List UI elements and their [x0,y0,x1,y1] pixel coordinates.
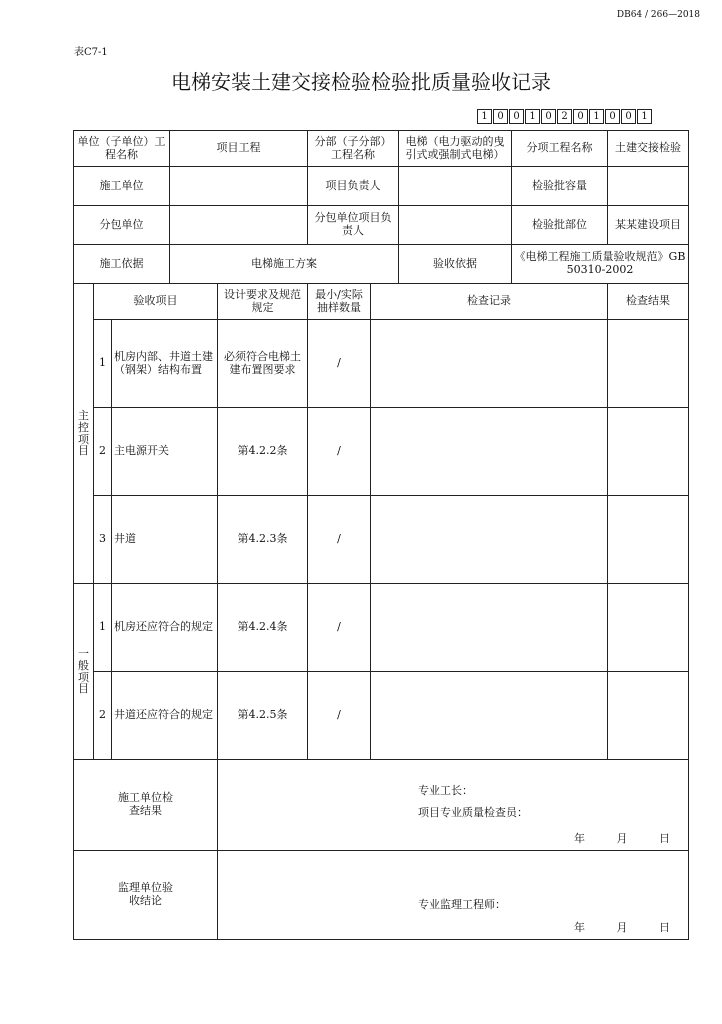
table-row [74,245,689,284]
contractor-date: 年 月 日 [574,832,684,846]
batch-capacity-value [608,167,689,206]
contractor-result-text: 施工单位检查结果 [118,791,173,817]
col-header-result: 检查结果 [608,284,689,320]
code-digit: 1 [477,109,492,124]
sub-project-manager-value [399,206,512,245]
table-row [74,851,689,940]
batch-location-label: 检验批部位 [512,206,608,245]
table-row [74,584,689,672]
code-digit: 0 [605,109,620,124]
table-row [74,206,689,245]
supervising-engineer-label: 专业监理工程师： [418,898,506,911]
project-manager-value [399,167,512,206]
item-sample: / [308,672,371,760]
construction-basis-value: 电梯施工方案 [170,245,399,284]
table-row [74,672,689,760]
unit-name-label: 单位（子单位）工程名称 [74,131,170,167]
item-requirement: 必须符合电梯土建布置图要求 [218,320,308,408]
table-header-row [74,284,689,320]
row-number: 3 [94,496,112,584]
item-result [608,584,689,672]
item-record [371,672,608,760]
subcontractor-label: 分包单位 [74,206,170,245]
table-row [74,167,689,206]
item-name: 主电源开关 [112,408,218,496]
item-name: 机房内部、井道土建（钢架）结构布置 [112,320,218,408]
sub-project-manager-label: 分包单位项目负责人 [308,206,399,245]
item-record [371,408,608,496]
code-digit: 1 [589,109,604,124]
item-requirement: 第4.2.2条 [218,408,308,496]
supervisor-conclusion-cell [218,851,689,940]
item-record [371,496,608,584]
acceptance-record-table [73,130,689,940]
standard-number: DB64 / 266—2018 [616,10,700,20]
item-result [608,320,689,408]
batch-location-value: 某某建设项目 [608,206,689,245]
general-label: 一般项目 [78,647,89,696]
contractor-label: 施工单位 [74,167,170,206]
code-digit: 0 [541,109,556,124]
division-name-value: 电梯（电力驱动的曳引式或强制式电梯） [399,131,512,167]
item-sample: / [308,496,371,584]
item-name: 井道还应符合的规定 [112,672,218,760]
supervisor-conclusion-label [74,851,218,940]
code-digit: 1 [637,109,652,124]
construction-basis-label: 施工依据 [74,245,170,284]
subcontractor-value [170,206,308,245]
code-digit: 0 [573,109,588,124]
batch-capacity-label: 检验批容量 [512,167,608,206]
subitem-name-label: 分项工程名称 [512,131,608,167]
row-number: 1 [94,584,112,672]
item-result [608,408,689,496]
form-number: 表C7-1 [74,47,108,58]
supervisor-conclusion-text: 监理单位验收结论 [118,881,173,907]
row-number: 1 [94,320,112,408]
project-manager-label: 项目负责人 [308,167,399,206]
col-header-record: 检查记录 [371,284,608,320]
contractor-result-cell [218,760,689,851]
table-row [74,131,689,167]
page-title: 电梯安装土建交接检验检验批质量验收记录 [171,70,551,94]
item-requirement: 第4.2.4条 [218,584,308,672]
col-header-item: 验收项目 [94,284,218,320]
main-control-label: 主控项目 [78,409,89,458]
table-row [74,760,689,851]
item-result [608,496,689,584]
acceptance-basis-value: 《电梯工程施工质量验收规范》GB 50310-2002 [512,245,689,284]
row-number: 2 [94,408,112,496]
item-name: 机房还应符合的规定 [112,584,218,672]
code-digit: 0 [493,109,508,124]
item-sample: / [308,320,371,408]
item-record [371,584,608,672]
unit-name-value: 项目工程 [170,131,308,167]
contractor-result-label [74,760,218,851]
col-header-sample: 最小/实际抽样数量 [308,284,371,320]
code-digit: 2 [557,109,572,124]
item-result [608,672,689,760]
contractor-value [170,167,308,206]
acceptance-basis-label: 验收依据 [399,245,512,284]
foreman-signature-label: 专业工长： [418,784,473,797]
item-requirement: 第4.2.3条 [218,496,308,584]
row-number: 2 [94,672,112,760]
item-requirement: 第4.2.5条 [218,672,308,760]
code-digit: 0 [509,109,524,124]
supervisor-date: 年 月 日 [574,921,684,935]
table-row [74,408,689,496]
code-digit: 1 [525,109,540,124]
general-section [74,584,94,760]
item-sample: / [308,408,371,496]
subitem-name-value: 土建交接检验 [608,131,689,167]
record-code [477,109,652,124]
main-control-section [74,284,94,584]
item-sample: / [308,584,371,672]
table-row [74,496,689,584]
item-record [371,320,608,408]
division-name-label: 分部（子分部）工程名称 [308,131,399,167]
item-name: 井道 [112,496,218,584]
col-header-requirement: 设计要求及规范规定 [218,284,308,320]
code-digit: 0 [621,109,636,124]
table-row [74,320,689,408]
quality-inspector-label: 项目专业质量检查员： [418,806,528,819]
